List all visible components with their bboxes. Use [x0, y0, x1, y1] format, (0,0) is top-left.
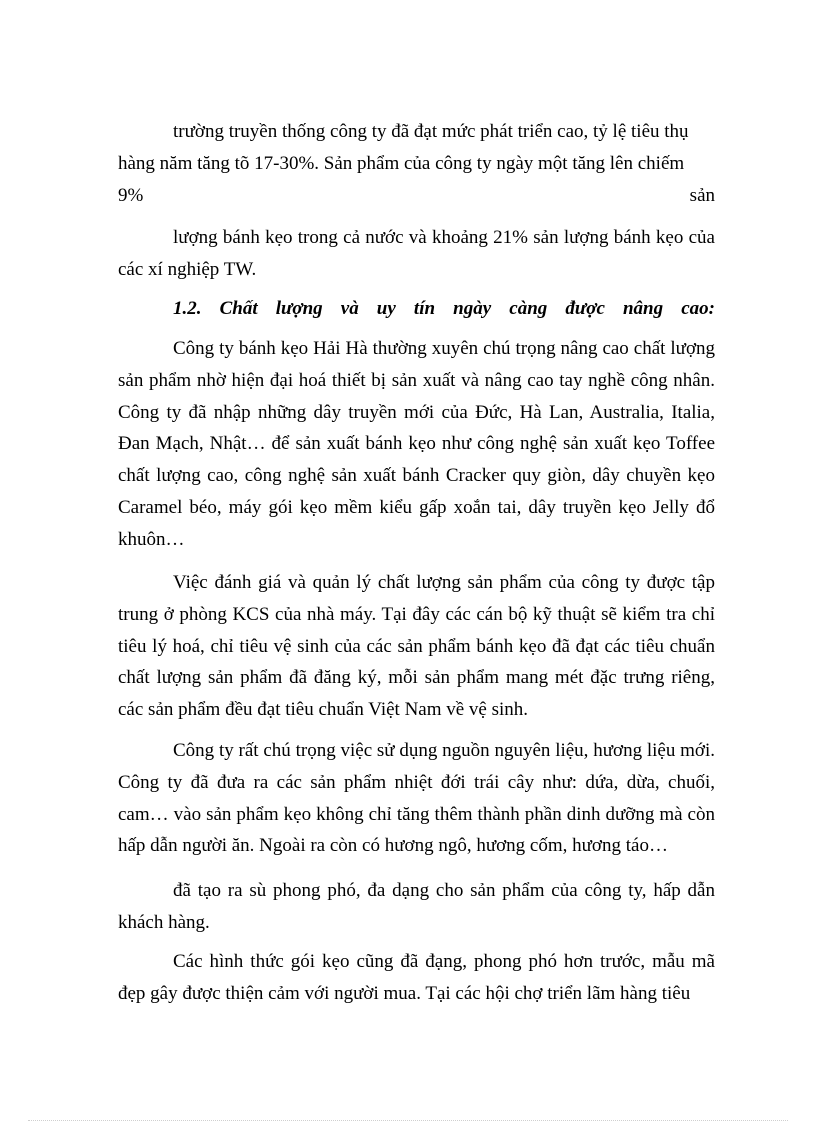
- paragraph-text: Việc đánh giá và quản lý chất lượng sản phẩm của công ty được tập trung ở phòng KCS của nhà máy. Tại đây các cán bộ kỹ thuật sẽ kiểm tra chỉ tiêu lý hoá, chỉ tiêu vệ sinh của các sản phẩm bánh kẹo đã đạt các tiêu chuẩn chất lượng sản phẩm đã đăng ký, mỗi sản phẩm mang mét đặc trưng riêng, các sản phẩm đều đạt tiêu chuẩn Việt Nam về vệ sinh.: [118, 572, 715, 721]
- percent-text: 9%: [118, 184, 144, 206]
- paragraph-line: trường truyền thống công ty đã đạt mức phát triển cao, tỷ lệ tiêu thụ: [173, 121, 689, 142]
- paragraph-diversity: [118, 875, 715, 939]
- paragraph-quality-control: [118, 567, 715, 726]
- paragraph-quality-investment: [118, 333, 715, 556]
- paragraph-text: Công ty rất chú trọng việc sử dụng nguồn nguyên liệu, hương liệu mới. Công ty đã đưa ra các sản phẩm nhiệt đới trái cây như: dứa, dừa, chuối, cam… vào sản phẩm kẹo không chỉ tăng thêm thành phần dinh dưỡng mà còn hấp dẫn người ăn. Ngoài ra còn có hương ngô, hương cốm, hương táo…: [118, 740, 715, 857]
- paragraph-text: lượng bánh kẹo trong cả nước và khoảng 21% sản lượng bánh kẹo của các xí nghiệp TW.: [118, 227, 715, 280]
- paragraph-line: hàng năm tăng tõ 17-30%. Sản phẩm của công ty ngày một tăng lên chiếm: [118, 152, 685, 174]
- page-bottom-divider: [28, 1120, 788, 1121]
- section-heading-container: [118, 293, 715, 325]
- paragraph-ingredients: [118, 735, 715, 862]
- paragraph-text: đã tạo ra sù phong phó, đa dạng cho sản phẩm của công ty, hấp dẫn khách hàng.: [118, 880, 715, 933]
- paragraph-line-split: [118, 180, 715, 212]
- paragraph-packaging: [118, 946, 715, 1010]
- trailing-word: sản: [689, 184, 715, 206]
- paragraph-text: Các hình thức gói kẹo cũng đã đạng, phong phó hơn trước, mẫu mã đẹp gây được thiện cảm với người mua. Tại các hội chợ triển lãm hàng tiêu: [118, 951, 715, 1004]
- section-heading: 1.2. Chất lượng và uy tín ngày càng được nâng cao:: [173, 298, 715, 319]
- paragraph-market-growth: [118, 116, 715, 211]
- paragraph-output-share: [118, 222, 715, 286]
- paragraph-text: Công ty bánh kẹo Hải Hà thường xuyên chú trọng nâng cao chất lượng sản phẩm nhờ hiện đại hoá thiết bị sản xuất và nâng cao tay nghề công nhân. Công ty đã nhập những dây truyền mới của Đức, Hà Lan, Australia, Italia, Đan Mạch, Nhật… để sản xuất bánh kẹo như công nghệ sản xuất kẹo Toffee chất lượng cao, công nghệ sản xuất bánh Cracker quy giòn, dây chuyền kẹo Caramel béo, máy gói kẹo mềm kiểu gấp xoắn tai, dây truyền kẹo Jelly đổ khuôn…: [118, 338, 715, 550]
